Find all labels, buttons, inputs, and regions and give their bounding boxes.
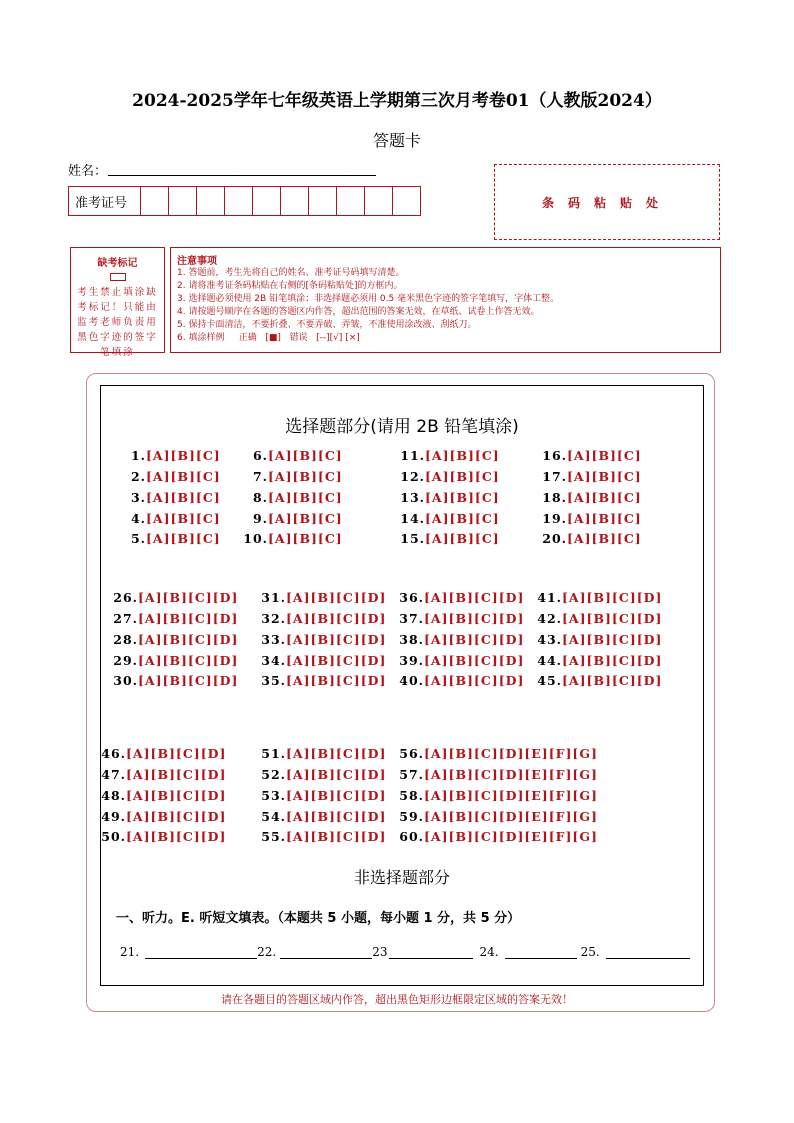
- answer-bubbles[interactable]: [A][B][C]: [567, 448, 642, 463]
- fill-sample-label: 6. 填涂样例: [177, 333, 225, 343]
- question-number: 8.: [252, 490, 268, 505]
- answer-bubbles[interactable]: [A][B][C][D]: [424, 632, 525, 647]
- question-number: 28.: [113, 632, 138, 647]
- question-number: 5.: [130, 531, 146, 546]
- question-number: 55.: [261, 829, 286, 844]
- answer-bubbles[interactable]: [A][B][C][D]: [286, 829, 387, 844]
- answer-bubbles[interactable]: [A][B][C][D]: [286, 632, 387, 647]
- question-item: [537, 673, 663, 688]
- question-number: 31.: [261, 590, 286, 605]
- answer-bubbles[interactable]: [A][B][C]: [425, 531, 500, 546]
- question-number: 18.: [542, 490, 567, 505]
- question-number: 36.: [399, 590, 424, 605]
- notes-box: [170, 247, 721, 353]
- question-item: [399, 632, 525, 647]
- answer-blank[interactable]: [389, 944, 473, 959]
- exam-number-cell[interactable]: [225, 187, 253, 215]
- question-number: 59.: [399, 809, 424, 824]
- answer-bubbles[interactable]: [A][B][C][D][E][F][G]: [424, 746, 598, 761]
- answer-blank[interactable]: [145, 944, 257, 959]
- answer-bubbles[interactable]: [A][B][C][D]: [562, 653, 663, 668]
- answer-bubbles[interactable]: [A][B][C][D]: [126, 829, 227, 844]
- correct-mark: [■]: [265, 333, 281, 343]
- question-number: 7.: [252, 469, 268, 484]
- exam-number-cell[interactable]: [365, 187, 393, 215]
- question-number: 52.: [261, 767, 286, 782]
- absent-text: 考生禁止填涂缺考标记！只能由监考老师负责用黑色字迹的签字笔填涂: [77, 287, 158, 358]
- question-item: [261, 746, 387, 761]
- question-item: [537, 590, 663, 605]
- question-item: [400, 448, 500, 463]
- answer-bubbles[interactable]: [A][B][C][D]: [126, 746, 227, 761]
- question-number: 13.: [400, 490, 425, 505]
- note-item: 4. 请按题号顺序在各题的答题区内作答，超出范围的答案无效，在草纸、试卷上作答无效。: [177, 307, 540, 317]
- note-item: 2. 请将准考证条码粘贴在右侧的[条码粘贴处]的方框内。: [177, 281, 403, 291]
- answer-bubbles[interactable]: [A][B][C]: [425, 511, 500, 526]
- answer-bubbles[interactable]: [A][B][C]: [268, 531, 343, 546]
- answer-bubbles[interactable]: [A][B][C][D]: [424, 673, 525, 688]
- question-item: [399, 590, 525, 605]
- question-number: 15.: [400, 531, 425, 546]
- question-item: [542, 448, 642, 463]
- question-number: 14.: [400, 511, 425, 526]
- answer-bubbles[interactable]: [A][B][C][D]: [126, 809, 227, 824]
- answer-bubbles[interactable]: [A][B][C][D]: [424, 590, 525, 605]
- answer-bubbles[interactable]: [A][B][C]: [268, 448, 343, 463]
- question-item: [243, 531, 343, 546]
- question-item: [399, 767, 598, 782]
- question-item: [399, 611, 525, 626]
- exam-number-cell[interactable]: [337, 187, 365, 215]
- page-subtitle: 答题卡: [372, 131, 421, 150]
- question-number: 46.: [101, 746, 126, 761]
- answer-bubbles[interactable]: [A][B][C][D]: [138, 632, 239, 647]
- question-number: 48.: [101, 788, 126, 803]
- answer-bubbles[interactable]: [A][B][C]: [567, 511, 642, 526]
- question-number: 4.: [130, 511, 146, 526]
- question-number: 10.: [243, 531, 268, 546]
- question-item: [399, 809, 598, 824]
- answer-bubbles[interactable]: [A][B][C][D]: [286, 746, 387, 761]
- answer-bubbles[interactable]: [A][B][C][D]: [562, 590, 663, 605]
- answer-bubbles[interactable]: [A][B][C][D]: [286, 767, 387, 782]
- question-number: 26.: [113, 590, 138, 605]
- note-item: 1. 答题前，考生先将自己的姓名、准考证号码填写清楚。: [177, 268, 405, 278]
- question-number: 44.: [537, 653, 562, 668]
- question-item: [261, 611, 387, 626]
- question-item: [400, 531, 500, 546]
- answer-bubbles[interactable]: [A][B][C]: [268, 469, 343, 484]
- answer-bubbles[interactable]: [A][B][C][D]: [138, 611, 239, 626]
- question-item: [113, 673, 239, 688]
- absent-heading: 缺考标记: [97, 258, 138, 269]
- blank-number: 21.: [120, 945, 140, 959]
- question-item: [113, 632, 239, 647]
- question-number: 1.: [130, 448, 146, 463]
- note-item: 3. 选择题必须使用 2B 铅笔填涂；非选择题必须用 0.5 毫米黑色字迹的签字笔填写，字体工整。: [177, 294, 560, 304]
- notes-heading: 注意事项: [177, 256, 217, 267]
- answer-blank[interactable]: [280, 944, 372, 959]
- question-number: 47.: [101, 767, 126, 782]
- answer-bubbles[interactable]: [A][B][C][D]: [286, 611, 387, 626]
- question-number: 35.: [261, 673, 286, 688]
- wrong-label: 错误: [289, 333, 308, 343]
- question-number: 42.: [537, 611, 562, 626]
- question-number: 12.: [400, 469, 425, 484]
- blank-number: 23: [372, 945, 388, 959]
- question-item: [101, 767, 227, 782]
- answer-bubbles[interactable]: [A][B][C][D]: [562, 611, 663, 626]
- footer-warning: 请在各题目的答题区域内作答，超出黑色矩形边框限定区域的答案无效！: [221, 993, 573, 1006]
- answer-bubbles[interactable]: [A][B][C]: [146, 469, 221, 484]
- question-item: [261, 653, 387, 668]
- answer-bubbles[interactable]: [A][B][C][D]: [424, 653, 525, 668]
- question-item: [261, 788, 387, 803]
- fill-sample: [177, 332, 714, 345]
- blank-number: 24.: [479, 945, 499, 959]
- question-number: 6.: [252, 448, 268, 463]
- answer-bubbles[interactable]: [A][B][C]: [146, 511, 221, 526]
- exam-number-cell[interactable]: [169, 187, 197, 215]
- question-item: [537, 611, 663, 626]
- answer-bubbles[interactable]: [A][B][C][D]: [286, 788, 387, 803]
- exam-number-label: 准考证号: [69, 187, 141, 215]
- wrong-marks: [--][√] [×]: [316, 333, 360, 343]
- question-item: [101, 788, 227, 803]
- answer-bubbles[interactable]: [A][B][C]: [268, 511, 343, 526]
- question-item: [130, 469, 221, 484]
- answer-bubbles[interactable]: [A][B][C][D]: [138, 673, 239, 688]
- question-number: 51.: [261, 746, 286, 761]
- question-number: 40.: [399, 673, 424, 688]
- question-item: [261, 673, 387, 688]
- question-number: 39.: [399, 653, 424, 668]
- question-number: 50.: [101, 829, 126, 844]
- question-item: [252, 469, 343, 484]
- answer-bubbles[interactable]: [A][B][C][D]: [126, 788, 227, 803]
- question-item: [252, 490, 343, 505]
- answer-bubbles[interactable]: [A][B][C][D]: [286, 653, 387, 668]
- answer-bubbles[interactable]: [A][B][C][D][E][F][G]: [424, 809, 598, 824]
- question-item: [399, 746, 598, 761]
- question-number: 60.: [399, 829, 424, 844]
- choice-section-title: 选择题部分(请用 2B 铅笔填涂): [285, 417, 519, 437]
- answer-bubbles[interactable]: [A][B][C]: [425, 490, 500, 505]
- answer-bubbles[interactable]: [A][B][C]: [268, 490, 343, 505]
- answer-bubbles[interactable]: [A][B][C][D]: [138, 653, 239, 668]
- question-item: [101, 809, 227, 824]
- question-item: [113, 653, 239, 668]
- question-number: 49.: [101, 809, 126, 824]
- exam-number-cell[interactable]: [309, 187, 337, 215]
- listening-blanks: [120, 944, 690, 959]
- exam-number-cell[interactable]: [253, 187, 281, 215]
- question-item: [101, 746, 227, 761]
- question-item: [261, 809, 387, 824]
- question-number: 34.: [261, 653, 286, 668]
- question-number: 53.: [261, 788, 286, 803]
- question-item: [261, 632, 387, 647]
- answer-bubbles[interactable]: [A][B][C][D]: [562, 673, 663, 688]
- question-item: [252, 448, 343, 463]
- absent-checkbox[interactable]: [110, 273, 126, 281]
- answer-bubbles[interactable]: [A][B][C][D][E][F][G]: [424, 788, 598, 803]
- question-number: 45.: [537, 673, 562, 688]
- answer-bubbles[interactable]: [A][B][C]: [567, 531, 642, 546]
- answer-bubbles[interactable]: [A][B][C][D]: [562, 632, 663, 647]
- question-item: [261, 829, 387, 844]
- answer-bubbles[interactable]: [A][B][C][D]: [424, 611, 525, 626]
- note-item: 5. 保持卡面清洁，不要折叠、不要弄破、弄皱，不准使用涂改液、刮纸刀。: [177, 320, 477, 330]
- absent-mark-box: [70, 247, 165, 358]
- name-field[interactable]: [108, 175, 376, 176]
- listening-heading: 一、听力。E. 听短文填表。（本题共 5 小题，每小题 1 分，共 5 分）: [116, 911, 521, 926]
- question-number: 20.: [542, 531, 567, 546]
- question-item: [113, 590, 239, 605]
- blank-number: 25.: [580, 945, 600, 959]
- question-number: 58.: [399, 788, 424, 803]
- question-number: 56.: [399, 746, 424, 761]
- question-item: [537, 632, 663, 647]
- question-item: [400, 490, 500, 505]
- exam-number-cell[interactable]: [197, 187, 225, 215]
- question-item: [130, 448, 221, 463]
- question-item: [130, 531, 221, 546]
- answer-bubbles[interactable]: [A][B][C]: [425, 448, 500, 463]
- question-item: [399, 653, 525, 668]
- question-item: [542, 531, 642, 546]
- answer-bubbles[interactable]: [A][B][C][D][E][F][G]: [424, 829, 598, 844]
- barcode-area: 条码粘贴处: [494, 164, 720, 240]
- exam-number-cell[interactable]: [141, 187, 169, 215]
- question-item: [261, 590, 387, 605]
- question-item: [399, 788, 598, 803]
- exam-number-cell[interactable]: [281, 187, 309, 215]
- name-label: 姓名：: [68, 164, 108, 179]
- question-number: 19.: [542, 511, 567, 526]
- answer-bubbles[interactable]: [A][B][C][D]: [138, 590, 239, 605]
- question-number: 17.: [542, 469, 567, 484]
- question-number: 27.: [113, 611, 138, 626]
- question-item: [537, 653, 663, 668]
- answer-bubbles[interactable]: [A][B][C][D]: [286, 809, 387, 824]
- question-item: [101, 829, 227, 844]
- answer-bubbles[interactable]: [A][B][C]: [146, 490, 221, 505]
- question-number: 38.: [399, 632, 424, 647]
- question-number: 33.: [261, 632, 286, 647]
- question-item: [542, 469, 642, 484]
- question-number: 57.: [399, 767, 424, 782]
- answer-bubbles[interactable]: [A][B][C]: [146, 531, 221, 546]
- question-number: 29.: [113, 653, 138, 668]
- question-number: 2.: [130, 469, 146, 484]
- question-item: [261, 767, 387, 782]
- question-item: [542, 511, 642, 526]
- answer-bubbles[interactable]: [A][B][C][D]: [286, 590, 387, 605]
- question-number: 30.: [113, 673, 138, 688]
- question-item: [399, 673, 525, 688]
- question-item: [399, 829, 598, 844]
- question-number: 9.: [252, 511, 268, 526]
- answer-bubbles[interactable]: [A][B][C][D]: [126, 767, 227, 782]
- question-item: [113, 611, 239, 626]
- question-number: 32.: [261, 611, 286, 626]
- answer-bubbles[interactable]: [A][B][C][D]: [286, 673, 387, 688]
- question-item: [400, 511, 500, 526]
- answer-bubbles[interactable]: [A][B][C]: [146, 448, 221, 463]
- question-number: 54.: [261, 809, 286, 824]
- nonchoice-section-title: 非选择题部分: [353, 868, 450, 887]
- answer-bubbles[interactable]: [A][B][C]: [425, 469, 500, 484]
- answer-bubbles[interactable]: [A][B][C]: [567, 490, 642, 505]
- question-item: [252, 511, 343, 526]
- answer-blank[interactable]: [505, 944, 577, 959]
- answer-bubbles[interactable]: [A][B][C][D][E][F][G]: [424, 767, 598, 782]
- answer-bubbles[interactable]: [A][B][C]: [567, 469, 642, 484]
- answer-blank[interactable]: [606, 944, 690, 959]
- question-item: [400, 469, 500, 484]
- question-item: [542, 490, 642, 505]
- page-title: 2024-2025学年七年级英语上学期第三次月考卷01（人教版2024）: [132, 91, 662, 111]
- question-number: 3.: [130, 490, 146, 505]
- question-number: 16.: [542, 448, 567, 463]
- exam-number-grid: [68, 186, 421, 216]
- correct-label: 正确: [238, 333, 257, 343]
- question-number: 11.: [400, 448, 425, 463]
- question-number: 37.: [399, 611, 424, 626]
- question-item: [130, 490, 221, 505]
- exam-number-cell[interactable]: [393, 187, 420, 215]
- question-item: [130, 511, 221, 526]
- blank-number: 22.: [257, 945, 277, 959]
- question-number: 43.: [537, 632, 562, 647]
- question-number: 41.: [537, 590, 562, 605]
